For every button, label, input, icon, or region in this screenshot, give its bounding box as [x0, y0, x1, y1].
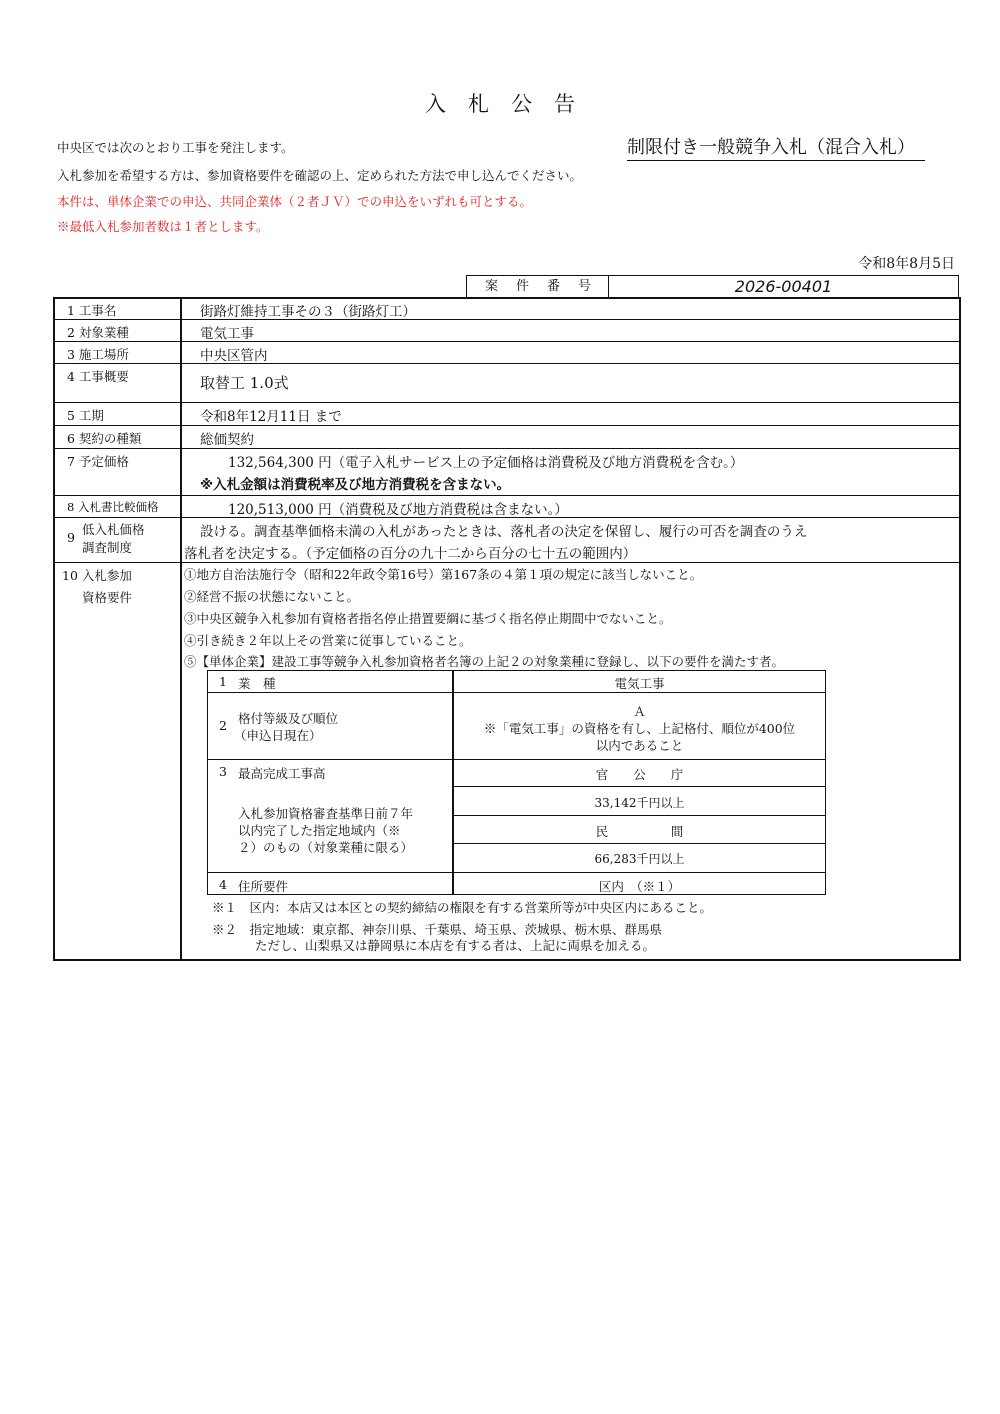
row-4-label: 4 工事概要 — [67, 369, 129, 384]
case-number-box — [466, 275, 959, 297]
row-6-value: 総価契約 — [200, 432, 254, 448]
req-1-value: 電気工事 — [614, 676, 665, 691]
row-10-label-line-1: 10 入札参加 — [62, 568, 132, 583]
requirement-item: ④引き続き２年以上その営業に従事していること。 — [184, 633, 472, 648]
req-2-label-line-2: （申込日現在） — [234, 728, 322, 743]
req-3-private-label: 民 間 — [595, 824, 684, 839]
requirements-row-divider — [207, 872, 826, 873]
req-3-private-value: 66,283千円以上 — [594, 852, 685, 866]
requirements-row-divider — [207, 692, 826, 693]
row-8-value: 120,513,000 円（消費税及び地方消費税は含まない。） — [228, 502, 568, 518]
row-3-label: 3 施工場所 — [67, 347, 129, 362]
req-1-label: 業 種 — [238, 676, 276, 691]
intro-line-4: ※最低入札参加者数は１者とします。 — [57, 219, 269, 234]
req-4-label: 住所要件 — [238, 879, 289, 894]
row-divider — [53, 363, 961, 364]
req-2-note-line-1: ※「電気工事」の資格を有し、上記格付、順位が400位 — [483, 721, 796, 736]
requirement-item: ⑤【単体企業】建設工事等競争入札参加資格者名簿の上記２の対象業種に登録し、以下の要件を満たす者。 — [184, 654, 785, 669]
row-divider — [53, 425, 961, 426]
requirements-row-divider — [452, 843, 826, 844]
case-number-label: 案件番号 — [467, 276, 609, 297]
row-4-value: 取替工 1.0式 — [200, 374, 289, 392]
table-divider — [180, 297, 182, 961]
requirement-item: ①地方自治法施行令（昭和22年政令第16号）第167条の４第１項の規定に該当しないこと。 — [184, 567, 703, 582]
req-3-gov-value: 33,142千円以上 — [594, 796, 685, 810]
requirements-row-divider — [452, 815, 826, 816]
req-2-grade: Ａ — [633, 704, 646, 719]
row-9-value-line-1: 設ける。調査基準価格未満の入札があったときは、落札者の決定を保留し、履行の可否を調査のうえ — [200, 524, 808, 540]
req-4-value: 区内 （※１） — [598, 879, 681, 894]
row-9-label-line-1: 低入札価格 — [82, 522, 145, 537]
row-5-label: 5 工期 — [67, 408, 104, 423]
row-1-label: 1 工事名 — [67, 303, 117, 318]
req-2-note-line-2: 以内であること — [595, 738, 684, 753]
row-2-value: 電気工事 — [200, 326, 254, 342]
row-divider — [53, 319, 961, 320]
req-3-desc-line-1: 入札参加資格審査基準日前７年 — [238, 806, 414, 821]
row-3-value: 中央区管内 — [200, 348, 268, 364]
row-9-label-line-2: 調査制度 — [82, 540, 133, 555]
row-5-value: 令和8年12月11日 まで — [200, 409, 342, 425]
row-divider — [53, 402, 961, 403]
row-6-label: 6 契約の種類 — [67, 431, 142, 446]
case-number-value: 2026-00401 — [734, 277, 833, 296]
req-3-number: 3 — [219, 764, 227, 779]
row-divider — [53, 448, 961, 449]
row-2-label: 2 対象業種 — [67, 325, 129, 340]
row-7-label: 7 予定価格 — [67, 454, 129, 469]
requirements-row-divider — [452, 786, 826, 787]
row-1-value: 街路灯維持工事その３（街路灯工） — [200, 304, 416, 320]
row-9-number: 9 — [67, 530, 75, 545]
row-divider — [53, 341, 961, 342]
row-9-value-line-2: 落札者を決定する。（予定価格の百分の九十二から百分の七十五の範囲内） — [184, 546, 637, 562]
page-title: 入札公告 — [425, 92, 597, 116]
req-3-desc-line-2: 以内完了した指定地域内（※ — [238, 823, 401, 838]
req-2-number: 2 — [219, 718, 227, 733]
requirement-item: ②経営不振の状態にないこと。 — [184, 589, 360, 604]
requirement-item: ③中央区競争入札参加有資格者指名停止措置要綱に基づく指名停止期間中でないこと。 — [184, 611, 672, 626]
row-divider — [53, 562, 961, 563]
row-8-label: 8 入札書比較価格 — [67, 500, 159, 514]
intro-line-2: 入札参加を希望する方は、参加資格要件を確認の上、定められた方法で申し込んでください。 — [57, 168, 583, 183]
row-divider — [53, 495, 961, 496]
req-3-gov-label: 官 公 庁 — [595, 767, 684, 782]
req-3-desc-line-3: ２）のもの（対象業種に限る） — [238, 840, 414, 855]
req-1-number: 1 — [219, 674, 227, 689]
req-3-label: 最高完成工事高 — [238, 766, 326, 781]
intro-line-1: 中央区では次のとおり工事を発注します。 — [57, 140, 294, 155]
row-10-label-line-2: 資格要件 — [82, 590, 133, 605]
requirements-row-divider — [207, 759, 826, 760]
footnote-1: ※１ 区内：本店又は本区との契約締結の権限を有する営業所等が中央区内にあること。 — [212, 900, 713, 915]
row-7-value: 132,564,300 円（電子入札サービス上の予定価格は消費税及び地方消費税を含む。） — [228, 455, 744, 471]
row-7-note: ※入札金額は消費税率及び地方消費税を含まない。 — [200, 477, 511, 493]
notice-date: 令和8年8月5日 — [858, 256, 955, 272]
footnote-2-continuation: ただし、山梨県又は静岡県に本店を有する者は、上記に両県を加える。 — [255, 938, 656, 953]
req-2-label-line-1: 格付等級及び順位 — [238, 711, 339, 726]
req-4-number: 4 — [219, 877, 227, 892]
bidding-method: 制限付き一般競争入札（混合入札） — [627, 133, 925, 161]
intro-line-3: 本件は、単体企業での申込、共同企業体（２者ＪＶ）での申込をいずれも可とする。 — [57, 194, 533, 209]
footnote-2: ※２ 指定地域：東京都、神奈川県、千葉県、埼玉県、茨城県、栃木県、群馬県 — [212, 922, 663, 937]
